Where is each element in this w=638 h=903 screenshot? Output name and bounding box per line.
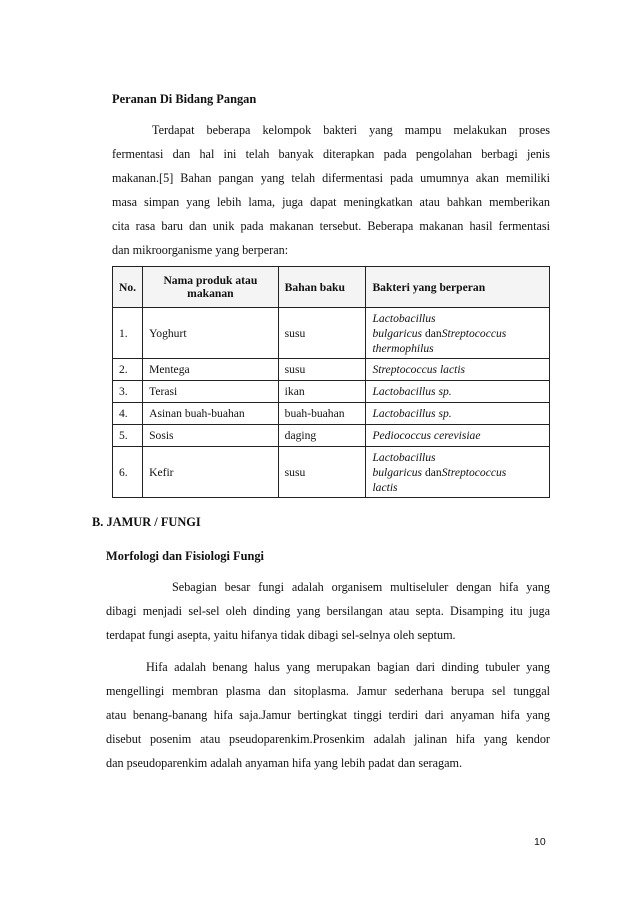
subheading-morfologi: Morfologi dan Fisiologi Fungi (106, 549, 264, 563)
bacteria-line: Lactobacillus (372, 450, 436, 464)
fermentation-table (112, 266, 550, 498)
paragraph-line: dibagi menjadi sel-sel oleh dinding yang bersilangan atau septa. Disamping itu juga (106, 604, 550, 618)
bacteria-line: bulgaricus (372, 465, 423, 479)
cell-bacteria: Pediococcus cerevisiae (366, 425, 550, 447)
column-header-product: Nama produk atau makanan (143, 267, 279, 308)
cell-material: ikan (278, 381, 366, 403)
paragraph-line: fermentasi dan hal ini telah banyak diterapkan pada pengolahan berbagi jenis (112, 147, 550, 161)
paragraph-line: cita rasa baru dan unik pada makanan tersebut. Beberapa makanan hasil fermentasi (112, 219, 550, 233)
cell-material: buah-buahan (278, 403, 366, 425)
cell-product: Mentega (143, 359, 279, 381)
paragraph-line: dan pseudoparenkim adalah anyaman hifa yang lebih padat dan seragam. (106, 756, 463, 770)
bacteria-line: bulgaricus (372, 326, 423, 340)
table-row (113, 403, 550, 425)
column-header-bacteria: Bakteri yang berperan (366, 267, 550, 308)
bacteria-line: Lactobacillus (372, 311, 436, 325)
cell-product: Sosis (143, 425, 279, 447)
cell-bacteria: Lactobacillus sp. (366, 381, 550, 403)
table-row (113, 359, 550, 381)
paragraph-line: atau benang-banang hifa saja.Jamur bertingkat tinggi terdiri dari anyaman hifa yang (106, 708, 550, 722)
cell-material: susu (278, 359, 366, 381)
bacteria-conjunction: dan (424, 326, 442, 340)
paragraph-line: dan mikroorganisme yang berperan: (112, 243, 289, 257)
cell-material: daging (278, 425, 366, 447)
table-header-row (113, 267, 550, 308)
cell-material: susu (278, 447, 366, 498)
section-heading-jamur: B. JAMUR / FUNGI (92, 515, 201, 529)
paragraph-line: mengellingi membran plasma dan sitoplasma. Jamur sederhana berupa sel tunggal (106, 684, 550, 698)
cell-no: 6. (113, 447, 143, 498)
section-heading-peranan: Peranan Di Bidang Pangan (112, 92, 257, 106)
cell-no: 2. (113, 359, 143, 381)
table-row (113, 425, 550, 447)
bacteria-line: thermophilus (372, 341, 434, 355)
paragraph-line: Sebagian besar fungi adalah organisem multiseluler dengan hifa yang (172, 580, 550, 594)
table-row (113, 308, 550, 359)
cell-material: susu (278, 308, 366, 359)
cell-bacteria: Lactobacillus sp. (366, 403, 550, 425)
paragraph-morfologi-1 (106, 575, 550, 647)
cell-no: 5. (113, 425, 143, 447)
cell-no: 4. (113, 403, 143, 425)
cell-bacteria: Streptococcus lactis (366, 359, 550, 381)
bacteria-conjunction: dan (424, 465, 442, 479)
cell-no: 1. (113, 308, 143, 359)
cell-product: Asinan buah-buahan (143, 403, 279, 425)
table-row (113, 381, 550, 403)
paragraph-line: terdapat fungi asepta, yaitu hifanya tidak dibagi sel-selnya oleh septum. (106, 628, 456, 642)
paragraph-line: masa simpan yang lebih lama, juga dapat meningkatkan atau bahkan memberikan (112, 195, 550, 209)
paragraph-line: Terdapat beberapa kelompok bakteri yang mampu melakukan proses (152, 123, 550, 137)
table-row (113, 447, 550, 498)
paragraph-morfologi-2 (106, 655, 550, 775)
cell-no: 3. (113, 381, 143, 403)
paragraph-line: makanan.[5] Bahan pangan yang telah difermentasi pada umumnya akan memiliki (112, 171, 550, 185)
column-header-no: No. (113, 267, 143, 308)
cell-product: Terasi (143, 381, 279, 403)
paragraph-peranan (112, 118, 550, 262)
bacteria-line: Streptococcus (441, 465, 507, 479)
cell-product: Yoghurt (143, 308, 279, 359)
cell-bacteria (366, 447, 550, 498)
cell-bacteria (366, 308, 550, 359)
bacteria-line: Streptococcus (441, 326, 507, 340)
bacteria-line: lactis (372, 480, 398, 494)
cell-product: Kefir (143, 447, 279, 498)
page-number: 10 (534, 836, 546, 848)
paragraph-line: Hifa adalah benang halus yang merupakan bagian dari dinding tubuler yang (146, 660, 550, 674)
column-header-material: Bahan baku (278, 267, 366, 308)
paragraph-line: disebut posenim atau pseudoparenkim.Prosenkim adalah jalinan hifa yang kendor (106, 732, 550, 746)
